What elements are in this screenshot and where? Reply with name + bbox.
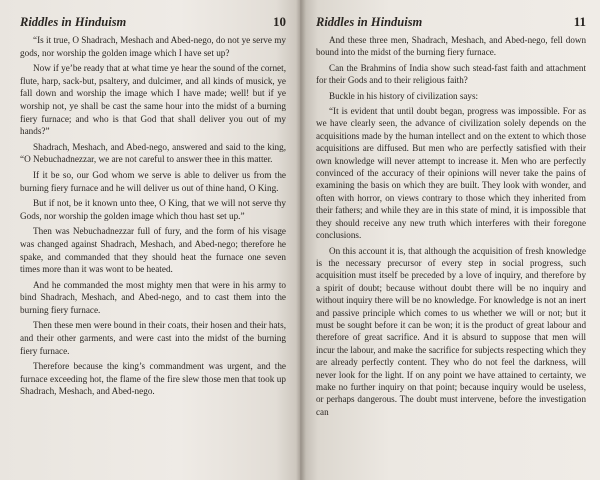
paragraph: “Is it true, O Shadrach, Meshach and Abed-nego, do not ye serve my gods, nor worship the golden image which I have set up? <box>20 35 286 58</box>
paragraph: On this account it is, that although the acquisition of fresh knowledge is the necessary precursor of every step in social progress, such acquisition must itself be preceded by a love of inquiry, and therefore by a spirit of doubt; because without doubt there will be no inquiry and without inquiry there will be no knowledge. For knowledge is not an inert and passive principle which comes to us whether we will or not; but it must be sought before it can be won; it is the product of great labour and therefore of great sacrifice. And it is absurd to suppose that men will incur the labour, and make the sacrifice for subjects respecting which they are already perfectly content. They who do not feel the darkness, will never look for the light. If on any point we have attained to certainty, we make no further inquiry on that point; because inquiry would be useless, or perhaps dangerous. The doubt must intervene, before the investigation can <box>316 245 586 417</box>
left-page-header <box>20 14 286 30</box>
paragraph: And he commanded the most mighty men that were in his army to bind Shadrach, Meshach, and Abed-nego, and to cast them into the burning fiery furnace. <box>20 279 286 315</box>
right-page-body <box>316 34 586 418</box>
running-title: Riddles in Hinduism <box>20 15 127 29</box>
paragraph: Buckle in his history of civilization says: <box>329 90 479 101</box>
paragraph: Shadrach, Meshach, and Abed-nego, answered and said to the king, “O Nebuchadnezzar, we are not careful to answer thee in this matter. <box>20 141 286 165</box>
running-title: Riddles in Hinduism <box>316 15 423 29</box>
paragraph: But if not, be it known unto thee, O King, that we will not serve thy Gods, nor worship the golden image which thou hast set up.” <box>20 198 286 221</box>
right-page-header <box>316 14 586 30</box>
paragraph: “It is evident that until doubt began, progress was impossible. For as we have clearly seen, the advance of civilization solely depends on the acquisitions made by the human intellect and on the extent to which those acquisitions are diffused. But men who are perfectly satisfied with their own knowledge will never attempt to increase it. Men who are perfectly convinced of the accuracy of their opinions will never take the pains of examining the basis on which they are built. They look with wonder, and often with horror, on views contrary to those which they inherited from their fathers; and while they are in this state of mind, it is impossible that they should receive any new truth which interferes with their foregone conclusions. <box>316 106 586 241</box>
paragraph: Can the Brahmins of India show such stead-fast faith and attachment for their Gods and to their religious faith? <box>316 62 586 86</box>
paragraph: Therefore because the king’s commandment was urgent, and the furnace exceeding hot, the flame of the fire slew those men that took up Shadrach, Meshach, and Abed-nego. <box>20 361 286 397</box>
paragraph: If it be so, our God whom we serve is able to deliver us from the burning fiery furnace and he will deliver us out of thine hand, O King. <box>20 169 286 193</box>
paragraph: Now if ye’be ready that at what time ye hear the sound of the cornet, flute, harp, sack-but, psaltery, and dulcimer, and all kinds of musick, ye fall down and worship the image which I have made; well! but if ye worship not, ye shall be cast the same hour into the midst of a burning fiery furnace; and who is that God that shall deliver you out of my hands?” <box>20 63 286 137</box>
left-page-body <box>20 34 286 398</box>
page-number: 10 <box>273 14 286 29</box>
page-number: 11 <box>573 14 586 29</box>
paragraph: Then was Nebuchadnezzar full of fury, and the form of his visage was changed against Shadrach, Meshach, and Abed-nego; therefore he spake, and commanded that they should heat the furnace one seven times more than it was wont to be heated. <box>20 226 286 275</box>
paragraph: Then these men were bound in their coats, their hosen and their hats, and their other garments, and were cast into the midst of the burning fiery furnace. <box>20 320 286 356</box>
paragraph: And these three men, Shadrach, Meshach, and Abed-nego, fell down bound into the midst of the burning fiery furnace. <box>316 35 586 58</box>
right-page <box>300 0 600 480</box>
